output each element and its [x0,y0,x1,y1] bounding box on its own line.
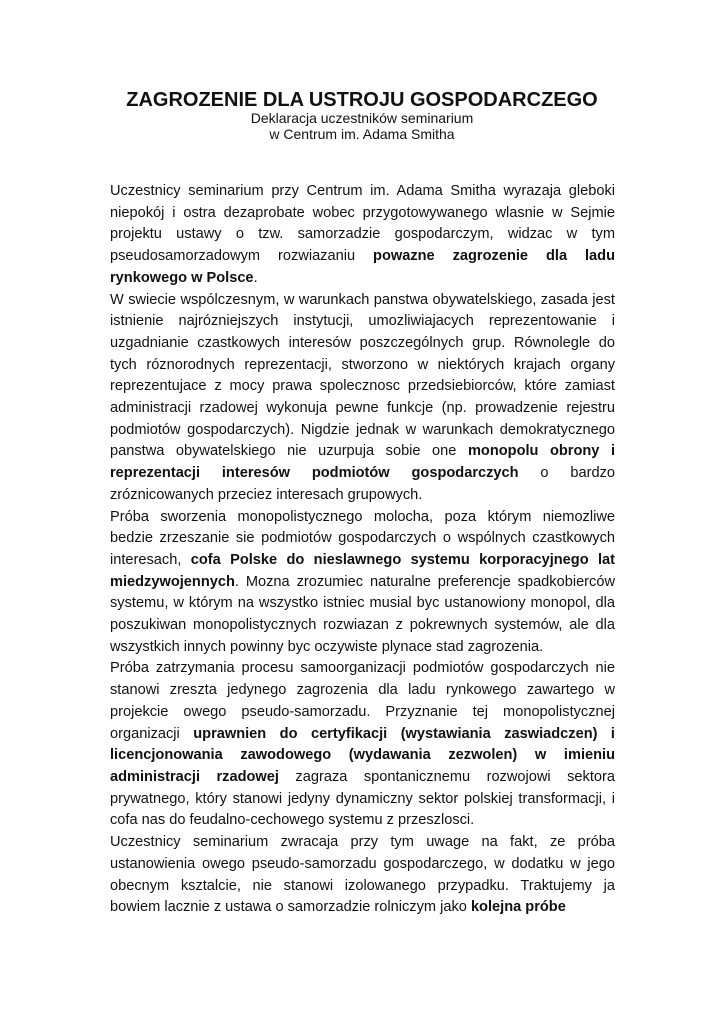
paragraph-3-text-1: Próba sworzenia monopolistycznego molocha, poza którym niemozliwe bedzie zrzeszanie sie podmiotów gospodarczych o wspólnych czastkowych interesach, [110,508,615,568]
paragraph-1-text-2: . [253,269,258,286]
document-title: ZAGROZENIE DLA USTROJU GOSPODARCZEGO [126,89,598,111]
paragraph-1 [110,181,615,290]
document-subtitle-line-1: Deklaracja uczestników seminarium [250,110,474,126]
document-body [110,181,615,919]
paragraph-3 [110,507,615,659]
paragraph-4-bold-1: uprawnien do certyfikacji (wystawiania zaswiadczen) i licencjonowania zawodowego (wydawania zezwolen) w imieniu administracji rzadowej [110,725,615,785]
paragraph-2-text-1: W swiecie wspólczesnym, w warunkach panstwa obywatelskiego, zasada jest istnienie najrózniejszych instytucji, umozliwiajacych reprezentowanie i uzgadnianie czastkowych interesów poszczególnych grup. Równolegle do tych róznorodnych reprezentacji, stworzono w niektórych krajach organy reprezentujace z mocy prawa spolecznosc przedsiebiorców, które zamiast administracji rzadowej wykonuja pewne funkcje (np. prowadzenie rejestru podmiotów gospodarczych). Nigdzie jednak w warunkach demokratycznego panstwa obywatelskiego nie uzurpuja sobie one [110,291,615,460]
paragraph-5 [110,832,615,919]
paragraph-1-bold-1: powazne zagrozenie dla ladu rynkowego w Polsce [110,248,616,286]
paragraph-4 [110,658,615,832]
paragraph-2-bold-1: monopolu obrony i reprezentacji interesów podmiotów gospodarczych [110,443,615,482]
paragraph-3-bold-1: cofa Polske do nieslawnego systemu korporacyjnego lat miedzywojennych [110,551,615,590]
document-subtitle-line-2: w Centrum im. Adama Smitha [269,126,455,142]
paragraph-5-bold-1: kolejna próbe [470,899,566,916]
paragraph-5-text-1: Uczestnicy seminarium zwracaja przy tym uwage na fakt, ze próba ustanowienia owego pseudo-samorzadu gospodarczego, w dodatku w jego obecnym ksztalcie, nie stanowi izolowanego przypadku. Traktujemy ja bowiem lacznie z ustawa o samorzadzie rolniczym jako [110,834,615,916]
paragraph-4-text-1: Próba zatrzymania procesu samoorganizacji podmiotów gospodarczych nie stanowi zreszta jedynego zagrozenia dla ladu rynkowego zawartego w projekcie owego pseudo-samorzadu. Przyznanie tej monopolistycznej organizacji [110,660,615,742]
paragraph-3-text-2: . Mozna zrozumiec naturalne preferencje spadkobierców systemu, w którym na wszystko istniec musial byc ustanowiony monopol, dla poszukiwan monopolistycznych rozwiazan z pokrewnych systemów, ale dla wszystkich innych powinny byc oczywiste plynace stad zagrozenia. [110,573,615,655]
paragraph-2-text-2: o bardzo zróznicowanych przeciez interesach grupowych. [110,465,615,503]
paragraph-1-text-1: Uczestnicy seminarium przy Centrum im. Adama Smitha wyrazaja gleboki niepokój i ostra dezaprobate wobec przygotowywanego wlasnie w Sejmie projektu ustawy o tzw. samorzadzie gospodarczym, widzac w tym pseudosamorzadowym rozwiazaniu [110,183,615,265]
paragraph-4-text-2: zagraza spontanicznemu rozwojowi sektora prywatnego, który stanowi jedyny dynamiczny sektor polskiej transformacji, i cofa nas do feudalno-cechowego systemu z przeszlosci. [110,768,615,829]
paragraph-2 [110,290,615,507]
